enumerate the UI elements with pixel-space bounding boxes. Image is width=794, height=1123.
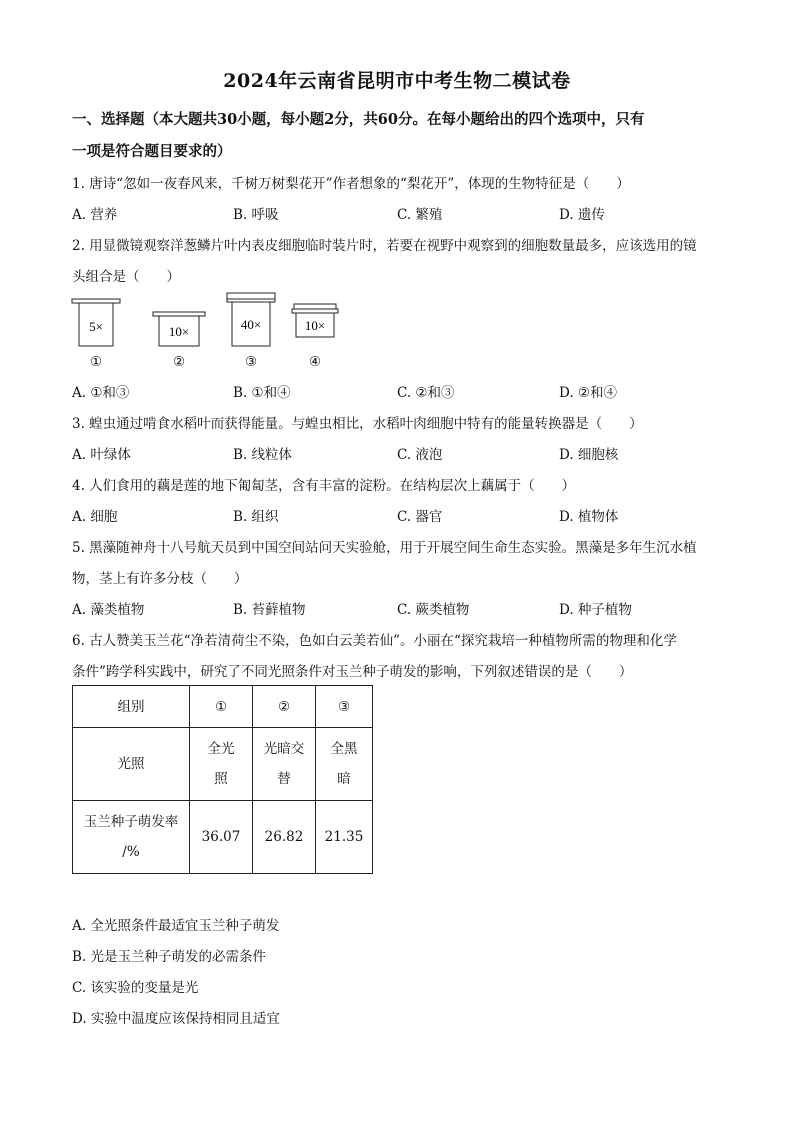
- question-2-stem-line1: 2. 用显微镜观察洋葱鳞片叶内表皮细胞临时装片时，若要在视野中观察到的细胞数量最多，应该选用的镜: [72, 238, 697, 254]
- table-cell: 26.82: [253, 801, 316, 874]
- lens-2-mag: 10×: [168, 324, 190, 339]
- lens-1-mag: 5×: [89, 319, 103, 334]
- q5-option-a: A. 藻类植物: [72, 602, 145, 618]
- lens-2-diagram: [153, 312, 205, 346]
- table-header-cell: ③: [316, 686, 373, 728]
- table-cell: 光照: [73, 728, 190, 801]
- question-2-stem-line2: 头组合是（ ）: [72, 269, 180, 285]
- lens-3-number: ③: [244, 354, 258, 370]
- q5-option-c: C. 蕨类植物: [397, 602, 470, 618]
- question-6-stem-line1: 6. 古人赞美玉兰花“净若清荷尘不染，色如白云美若仙”。小丽在“探究栽培一种植物所需的物理和化学: [72, 633, 677, 649]
- section-heading-line2: 一项是符合题目要求的）: [72, 143, 232, 160]
- lens-3-diagram: [227, 293, 275, 346]
- q1-option-d: D. 遗传: [559, 207, 605, 223]
- q6-option-d: D. 实验中温度应该保持相同且适宜: [72, 1011, 280, 1027]
- q5-option-b: B. 苔藓植物: [233, 602, 306, 618]
- question-6-stem-line2: 条件”跨学科实践中，研究了不同光照条件对玉兰种子萌发的影响，下列叙述错误的是（ ）: [72, 664, 633, 680]
- q2-option-d: D. ②和④: [559, 385, 618, 401]
- table-row: [73, 801, 373, 874]
- q4-option-c: C. 器官: [397, 509, 443, 525]
- table-row: [73, 686, 373, 728]
- lens-4-diagram: [292, 304, 338, 337]
- q3-option-d: D. 细胞核: [559, 447, 619, 463]
- table-row: [73, 728, 373, 801]
- table-cell: 36.07: [190, 801, 253, 874]
- lens-4-mag: 10×: [304, 318, 326, 333]
- q6-option-c: C. 该实验的变量是光: [72, 980, 199, 996]
- q6-option-a: A. 全光照条件最适宜玉兰种子萌发: [72, 918, 280, 934]
- page-title: 2024年云南省昆明市中考生物二模试卷: [223, 70, 571, 92]
- lens-1-number: ①: [89, 354, 103, 370]
- table-header-cell: ①: [190, 686, 253, 728]
- q6-option-b: B. 光是玉兰种子萌发的必需条件: [72, 949, 267, 965]
- lens-3-mag: 40×: [240, 317, 262, 332]
- q1-option-a: A. 营养: [72, 207, 118, 223]
- q2-option-b: B. ①和④: [233, 385, 291, 401]
- q4-option-b: B. 组织: [233, 509, 279, 525]
- q4-option-a: A. 细胞: [72, 509, 118, 525]
- q1-option-b: B. 呼吸: [233, 207, 279, 223]
- question-5-stem-line2: 物，茎上有许多分枝（ ）: [72, 571, 248, 587]
- q1-option-c: C. 繁殖: [397, 207, 443, 223]
- table-cell: 玉兰种子萌发率 /%: [73, 801, 190, 874]
- table-cell: 21.35: [316, 801, 373, 874]
- q5-option-d: D. 种子植物: [559, 602, 632, 618]
- section-heading-line1: 一、选择题（本大题共30小题，每小题2分，共60分。在每小题给出的四个选项中，只有: [72, 111, 645, 128]
- q3-option-b: B. 线粒体: [233, 447, 293, 463]
- q2-option-c: C. ②和③: [397, 385, 455, 401]
- q4-option-d: D. 植物体: [559, 509, 619, 525]
- lens-2-number: ②: [172, 354, 186, 370]
- q3-option-a: A. 叶绿体: [72, 447, 131, 463]
- table-cell: 全黑 暗: [316, 728, 373, 801]
- question-1-stem: 1. 唐诗“忽如一夜春风来，千树万树梨花开”作者想象的“梨花开”，体现的生物特征是（ ）: [72, 176, 630, 192]
- q3-option-c: C. 液泡: [397, 447, 443, 463]
- lens-1-diagram: [72, 299, 120, 346]
- table-header-cell: ②: [253, 686, 316, 728]
- q2-option-a: A. ①和③: [72, 385, 130, 401]
- lens-4-number: ④: [308, 354, 322, 370]
- question-3-stem: 3. 蝗虫通过啃食水稻叶而获得能量。与蝗虫相比，水稻叶肉细胞中特有的能量转换器是（ ）: [72, 416, 643, 432]
- table-cell: 全光 照: [190, 728, 253, 801]
- table-header-cell: 组别: [73, 686, 190, 728]
- question-4-stem: 4. 人们食用的藕是莲的地下匍匐茎，含有丰富的淀粉。在结构层次上藕属于（ ）: [72, 478, 576, 494]
- lens-diagram: [60, 288, 360, 350]
- experiment-table: [72, 685, 373, 874]
- table-cell: 光暗交 替: [253, 728, 316, 801]
- question-5-stem-line1: 5. 黑藻随神舟十八号航天员到中国空间站问天实验舱，用于开展空间生命生态实验。黑藻是多年生沉水植: [72, 540, 697, 556]
